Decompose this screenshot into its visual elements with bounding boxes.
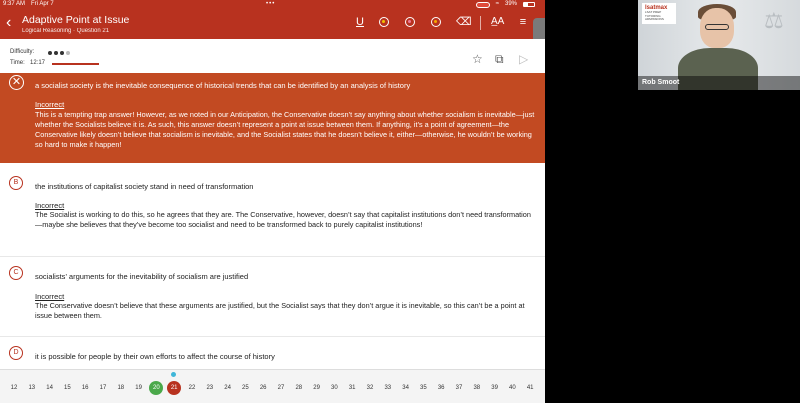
highlight-pink-icon[interactable] — [405, 17, 415, 27]
logo-tag-3: ADMISSIONS — [645, 17, 664, 21]
question-number-32[interactable]: 32 — [366, 385, 374, 391]
answer-explanation: The Socialist is working to do this, so he agrees that they are. The Conservative, however, doesn’t say that capitalist institutions don’t need transformation—maybe she believes that they’ve become too socialist and need to be transformed back to purely capitalist institutions! — [35, 210, 531, 229]
question-number-20[interactable]: 20 — [149, 381, 163, 395]
question-number-35[interactable]: 35 — [420, 385, 427, 391]
question-number-41[interactable]: 41 — [526, 385, 534, 391]
multitask-dots-icon[interactable]: ••• — [266, 1, 276, 7]
eraser-icon[interactable]: ⌫ — [456, 16, 472, 28]
play-icon[interactable]: ▷ — [519, 52, 529, 66]
logo-tag-1: LSAT PREP — [645, 10, 662, 14]
question-number-12[interactable]: 12 — [10, 385, 18, 391]
answer-choice-d[interactable] — [0, 337, 545, 369]
status-date: Fri Apr 7 — [31, 1, 54, 7]
question-number-16[interactable]: 16 — [81, 385, 89, 391]
status-bar — [0, 0, 545, 9]
highlight-orange-icon[interactable] — [431, 17, 441, 27]
back-chevron-icon[interactable]: ‹ — [6, 14, 12, 31]
question-navigator — [0, 369, 545, 403]
logo-tag-2: TUTORING — [645, 13, 661, 18]
star-icon[interactable]: ☆ — [472, 52, 483, 66]
answer-choice-b[interactable] — [0, 163, 545, 257]
answer-verdict: Incorrect — [35, 100, 65, 109]
answer-letter: C — [9, 266, 23, 280]
question-info-bar — [0, 39, 545, 73]
battery-icon — [523, 2, 535, 7]
toolbar-divider — [480, 16, 481, 30]
time-progress-bar — [52, 63, 99, 65]
question-number-39[interactable]: 39 — [491, 385, 498, 391]
answer-explanation: The Conservative doesn’t believe that these arguments are justified, but the Socialist says that they don’t argue it is inevitable, so this can’t be a point at issue between them. — [35, 301, 525, 320]
answer-choice-a[interactable] — [0, 73, 545, 163]
page-subtitle: Logical Reasoning · Question 21 — [22, 28, 110, 34]
question-number-26[interactable]: 26 — [259, 385, 267, 391]
answer-text: the institutions of capitalist society stand in need of transformation — [35, 182, 254, 191]
time-value: 12:17 — [30, 60, 46, 66]
question-number-24[interactable]: 24 — [224, 385, 231, 391]
chat-icon[interactable]: ⧉ — [495, 52, 504, 66]
answer-letter: B — [9, 176, 23, 190]
question-number-27[interactable]: 27 — [277, 385, 285, 391]
question-number-33[interactable]: 33 — [384, 385, 392, 391]
question-number-31[interactable]: 31 — [348, 385, 356, 391]
question-number-37[interactable]: 37 — [455, 385, 463, 391]
question-number-40[interactable]: 40 — [509, 385, 516, 391]
question-number-25[interactable]: 25 — [242, 385, 249, 391]
answer-verdict: Incorrect — [35, 292, 65, 301]
list-settings-icon[interactable]: ≡ — [519, 16, 527, 28]
question-number-29[interactable]: 29 — [313, 385, 320, 391]
underline-icon[interactable]: U — [356, 16, 364, 28]
app-header — [0, 9, 545, 39]
presenter-video — [638, 0, 800, 90]
question-number-19[interactable]: 19 — [135, 385, 142, 391]
question-number-28[interactable]: 28 — [295, 385, 303, 391]
answer-text: socialists’ arguments for the inevitability of socialism are justified — [35, 272, 249, 281]
difficulty-dot — [60, 51, 64, 55]
question-number-36[interactable]: 36 — [437, 385, 445, 391]
presenter-glasses — [705, 24, 729, 30]
question-number-21[interactable]: 21 — [167, 381, 181, 395]
time-label: Time: — [10, 60, 25, 66]
question-number-17[interactable]: 17 — [99, 385, 107, 391]
font-size-icon[interactable]: A̲A — [491, 16, 505, 27]
current-question-marker — [171, 372, 176, 377]
question-number-23[interactable]: 23 — [206, 385, 214, 391]
question-number-18[interactable]: 18 — [117, 385, 125, 391]
difficulty-indicator — [48, 51, 70, 55]
question-number-13[interactable]: 13 — [28, 385, 36, 391]
question-number-30[interactable]: 30 — [331, 385, 338, 391]
presenter-name: Rob Smoot — [638, 76, 800, 90]
page-title: Adaptive Point at Issue — [22, 14, 130, 26]
incorrect-x-icon: ✕ — [9, 75, 24, 90]
question-number-34[interactable]: 34 — [402, 385, 409, 391]
wifi-icon: ≈ — [495, 1, 499, 7]
question-number-14[interactable]: 14 — [46, 385, 53, 391]
difficulty-dot — [66, 51, 70, 55]
answer-choice-c[interactable] — [0, 257, 545, 337]
question-number-15[interactable]: 15 — [64, 385, 71, 391]
question-number-38[interactable]: 38 — [473, 385, 481, 391]
logo-brand: lsatmax — [645, 5, 668, 11]
recording-icon — [476, 2, 490, 8]
logo — [642, 3, 676, 24]
answer-explanation: This is a tempting trap answer! However, as we noted in our Anticipation, the Conservative doesn’t say anything about whether socialism is inevitable—just whether the Socialists believe it is. As such, this answer doesn’t represent a point at issue between them. If anything, it’s a point of agreement—the Conservative likely doesn’t believe that socialism is inevitable, and the Socialist states that he doesn’t believe it, either—otherwise, he wouldn’t be working so hard to make it happen! — [35, 110, 535, 149]
answer-verdict: Incorrect — [35, 201, 65, 210]
question-number-22[interactable]: 22 — [188, 385, 196, 391]
difficulty-label: Difficulty: — [10, 49, 35, 55]
difficulty-dot — [48, 51, 52, 55]
battery-percent: 39% — [504, 1, 517, 7]
answer-text: a socialist society is the inevitable consequence of historical trends that can be identified by an analysis of history — [35, 81, 411, 90]
highlight-yellow-icon[interactable] — [379, 17, 389, 27]
difficulty-dot — [54, 51, 58, 55]
status-time: 9:37 AM — [3, 1, 26, 7]
answer-text: it is possible for people by their own efforts to affect the course of history — [35, 352, 275, 361]
scales-of-justice-icon: ⚖ — [764, 8, 784, 33]
answer-letter: D — [9, 346, 23, 360]
